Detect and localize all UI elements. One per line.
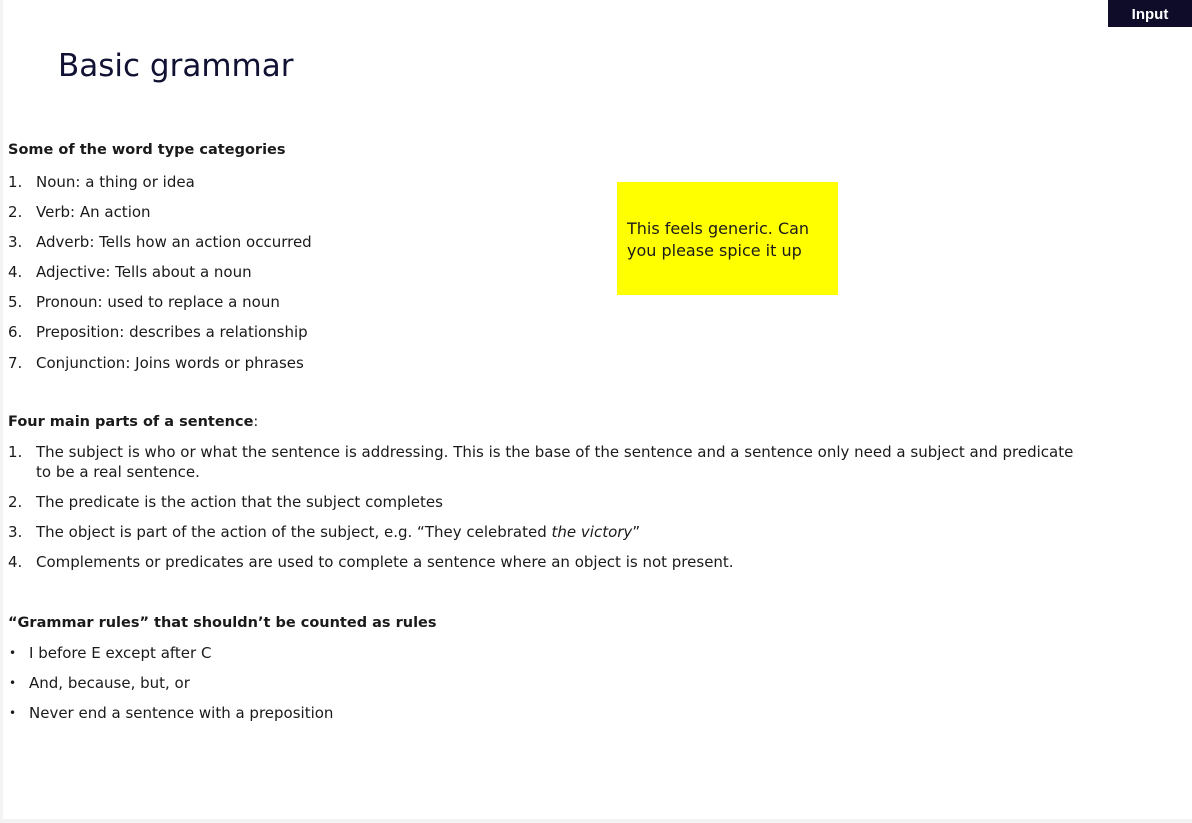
- list-number: 3.: [8, 233, 23, 252]
- list-number: 5.: [8, 293, 23, 312]
- list-item-text: Conjunction: Joins words or phrases: [36, 353, 304, 372]
- list-number: 6.: [8, 323, 23, 342]
- list-item-text: Complements or predicates are used to complete a sentence where an object is not present.: [36, 553, 734, 571]
- list-item: [8, 492, 1098, 512]
- fake-rules-list: [8, 643, 1098, 723]
- list-number: 1.: [8, 443, 23, 461]
- list-item: [8, 232, 1098, 252]
- list-number: 2.: [8, 203, 23, 222]
- bullet-icon: •: [9, 706, 17, 720]
- list-item-text: And, because, but, or: [29, 674, 190, 692]
- comment-sticky-note[interactable]: [617, 182, 838, 295]
- list-item: [8, 172, 1098, 192]
- list-item: [8, 202, 1098, 222]
- list-item: [8, 703, 1098, 723]
- list-item: [8, 552, 1098, 572]
- section-heading: [8, 413, 1098, 431]
- list-item: [8, 643, 1098, 663]
- list-item-italic-text: the victory: [551, 523, 633, 541]
- list-item-text: Preposition: describes a relationship: [36, 323, 308, 342]
- list-item-text: The subject is who or what the sentence is addressing. This is the base of the sentence and a sentence only need a subject and predicate to be a real sentence.: [36, 443, 1074, 481]
- list-number: 4.: [8, 263, 23, 282]
- list-item-text: Pronoun: used to replace a noun: [36, 293, 280, 312]
- input-badge: Input: [1108, 0, 1192, 27]
- list-number: 1.: [8, 173, 23, 191]
- list-item-text: I before E except after C: [29, 644, 212, 662]
- list-item-text: Verb: An action: [36, 203, 151, 222]
- bullet-icon: •: [9, 676, 17, 690]
- comment-text: This feels generic. Can you please spice it up: [627, 219, 810, 260]
- list-item-text: Adverb: Tells how an action occurred: [36, 233, 312, 252]
- list-item-text: The predicate is the action that the subject completes: [36, 493, 443, 511]
- section-word-types: [8, 141, 1098, 383]
- sentence-parts-list: [8, 442, 1098, 572]
- section-heading: Some of the word type categories: [8, 142, 286, 158]
- bullet-icon: •: [9, 646, 17, 660]
- list-item: [8, 292, 1098, 312]
- section-heading-text: Four main parts of a sentence: [8, 414, 254, 430]
- list-item-text: Noun: a thing or idea: [36, 173, 195, 191]
- section-fake-rules: [8, 614, 1098, 733]
- list-item: [8, 522, 1098, 542]
- list-item: [8, 353, 1098, 373]
- list-item-text: Never end a sentence with a preposition: [29, 704, 334, 722]
- list-item: [8, 262, 1098, 282]
- word-type-list: [8, 172, 1098, 373]
- list-item: [8, 442, 1086, 482]
- list-number: 2.: [8, 493, 23, 511]
- list-item-text-after: ”: [632, 523, 641, 541]
- section-heading-colon: :: [253, 414, 259, 430]
- section-heading: “Grammar rules” that shouldn’t be counted as rules: [8, 615, 437, 631]
- list-item-text: Adjective: Tells about a noun: [36, 263, 252, 282]
- list-item: [8, 322, 1098, 342]
- section-sentence-parts: [8, 413, 1098, 582]
- slide-canvas: [3, 0, 1192, 819]
- list-item-text: The object is part of the action of the subject, e.g. “They celebrated: [36, 523, 552, 541]
- list-number: 3.: [8, 523, 23, 541]
- page-title: Basic grammar: [58, 48, 294, 84]
- list-number: 7.: [8, 353, 23, 372]
- list-number: 4.: [8, 553, 23, 571]
- list-item: [8, 673, 1098, 693]
